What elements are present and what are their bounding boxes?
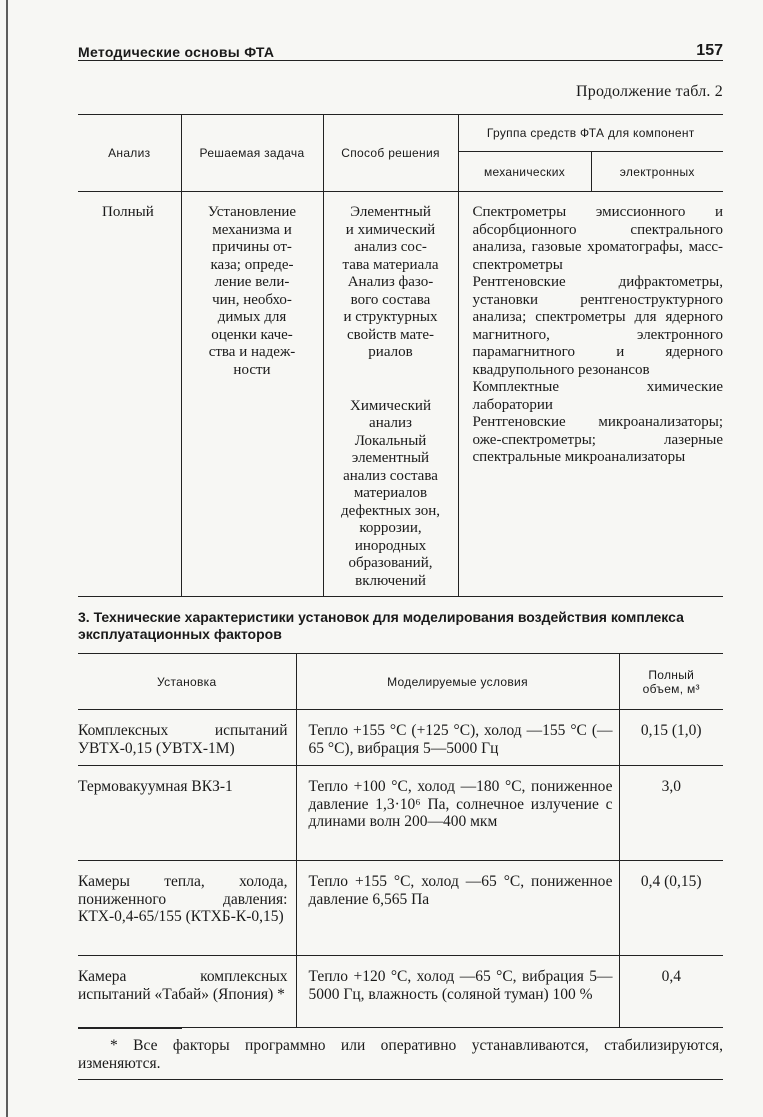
footnote-rule	[78, 1028, 182, 1029]
table-row	[78, 192, 723, 597]
means-item: Комплектные химические лаборатории	[472, 379, 723, 413]
section-title: 3. Технические характеристики установок для моделирования воздействия комплекса эксплуатационных факторов	[78, 609, 684, 642]
cell-conditions: Тепло +100 °С, холод —180 °С, пониженное давление 1,3·10⁶ Па, солнечное излучение с длинами волн 200—400 мкм	[296, 766, 619, 861]
scan-left-edge	[6, 0, 8, 1117]
header-analysis: Анализ	[108, 146, 151, 160]
table-2-continued	[78, 114, 723, 597]
means-item: Спектрометры эмиссионного и абсорбционного спектрального анализа, газовые хроматографы, масс-спектрометры	[472, 204, 723, 273]
cell-volume: 0,4	[619, 956, 723, 1028]
cell-conditions: Тепло +120 °С, холод —65 °С, вибрация 5—5000 Гц, влажность (соляной туман) 100 %	[296, 956, 619, 1028]
running-header	[78, 30, 723, 60]
running-title: Методические основы ФТА	[78, 44, 275, 60]
cell-volume: 3,0	[619, 766, 723, 861]
cell-conditions: Тепло +155 °С, холод —65 °С, пониженное давление 6,565 Па	[296, 861, 619, 956]
header-mechanical: механических	[458, 152, 591, 192]
cell-installation: Термовакуумная ВКЗ-1	[78, 766, 296, 861]
book-page	[78, 30, 723, 1080]
cell-installation: Комплексных испытаний УВТХ-0,15 (УВТХ-1М)	[78, 722, 288, 757]
header-means-group: Группа средств ФТА для компонент	[458, 115, 723, 152]
table-3	[78, 653, 723, 1028]
header-method: Способ решения	[323, 115, 458, 192]
page-number: 157	[696, 42, 723, 59]
header-installation: Установка	[78, 654, 296, 710]
footnote: * Все факторы программно или оперативно устанавливаются, стабилизируются, изменяются.	[78, 1037, 723, 1080]
header-volume: Полный объем, м³	[619, 654, 723, 710]
means-item: Рентгеновские дифрактометры, установки рентгеноструктурного анализа; спектрометры для ядерного магнитного, электронного парамагнитного и ядерного квадрупольного резонансов	[472, 274, 723, 378]
table-row	[78, 956, 723, 1028]
cell-method: Элементный и химический анализ сос- тава материала Анализ фазо- вого состава и структурных свойств мате- риалов Химический анализ Локальный элементный анализ состава материалов дефектных зон, коррозии, инородных образований, включений	[323, 192, 458, 597]
cell-volume: 0,15 (1,0)	[619, 710, 723, 766]
header-electronic: электронных	[591, 152, 723, 192]
table-row	[78, 710, 723, 766]
header-rule	[78, 60, 723, 61]
cell-analysis: Полный	[78, 192, 181, 597]
table-row	[78, 766, 723, 861]
header-task: Решаемая задача	[181, 115, 323, 192]
cell-means	[458, 192, 723, 597]
table-continuation-label: Продолжение табл. 2	[576, 83, 723, 100]
cell-task: Установление механизма и причины от- каза; опреде- ление вели- чин, необхо- димых для оценки каче- ства и надеж- ности	[181, 192, 323, 597]
cell-conditions: Тепло +155 °С (+125 °С), холод —155 °С (—65 °С), вибрация 5—5000 Гц	[296, 710, 619, 766]
cell-installation: Камера комплексных испытаний «Табай» (Япония) *	[78, 956, 296, 1028]
cell-volume: 0,4 (0,15)	[619, 861, 723, 956]
means-item: Рентгеновские микроанализаторы; оже-спектрометры; лазерные спектральные микроанализаторы	[472, 414, 723, 465]
table-row	[78, 861, 723, 956]
header-conditions: Моделируемые условия	[296, 654, 619, 710]
cell-installation: Камеры тепла, холода, пониженного давления: КТХ-0,4-65/155 (КТХБ-К-0,15)	[78, 861, 296, 956]
